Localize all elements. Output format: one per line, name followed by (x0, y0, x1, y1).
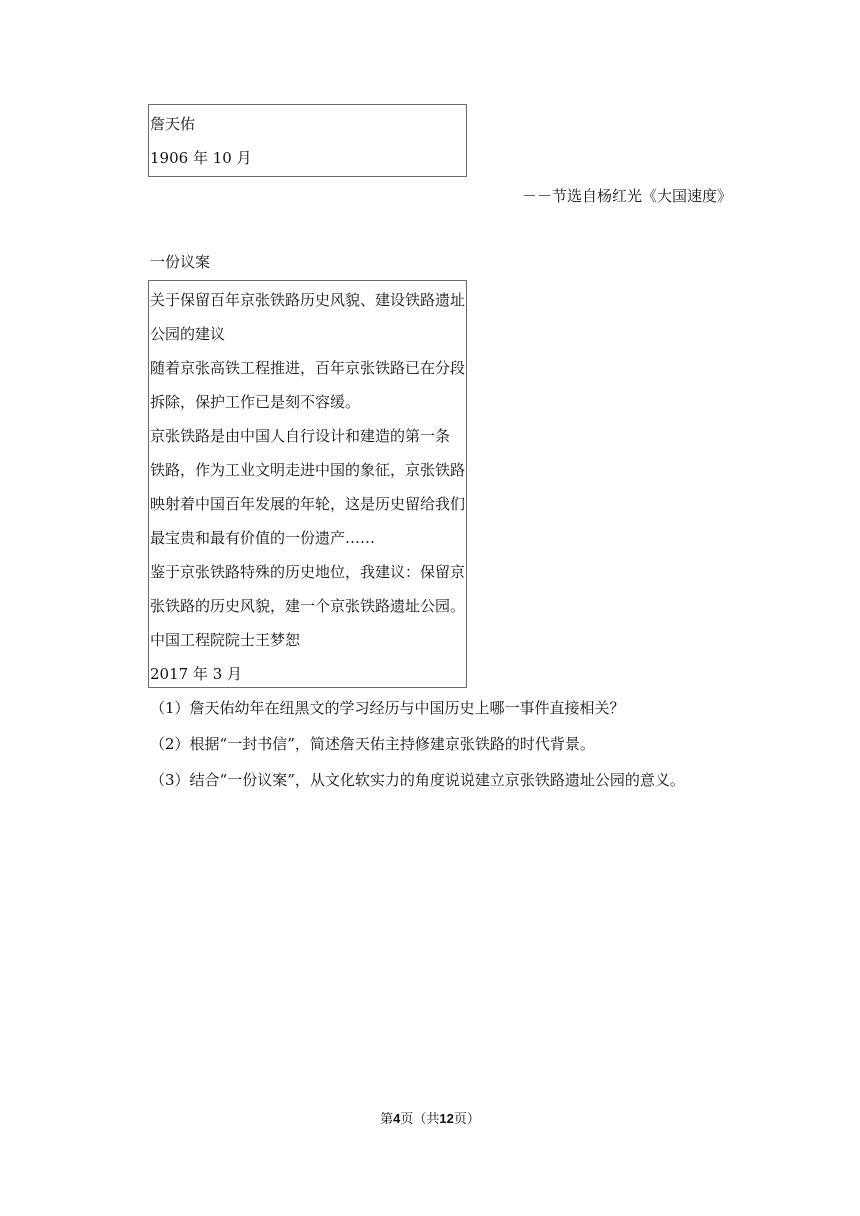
footer-suffix: 页） (453, 1112, 480, 1127)
footer-total-pages: 12 (439, 1111, 454, 1126)
proposal-line: 映射着中国百年发展的年轮，这是历史留给我们 (150, 495, 466, 513)
letter-signature: 詹天佑 (150, 115, 196, 133)
question-3: （3）结合“一份议案”，从文化软实力的角度说说建立京张铁路遗址公园的意义。 (150, 771, 685, 789)
proposal-signature: 中国工程院院士王梦恕 (150, 631, 301, 649)
footer-page-number: 4 (393, 1111, 401, 1126)
proposal-heading: 一份议案 (150, 253, 211, 271)
question-2: （2）根据“一封书信”，简述詹天佑主持修建京张铁路的时代背景。 (150, 735, 595, 753)
proposal-line: 铁路，作为工业文明走进中国的象征，京张铁路 (150, 461, 466, 479)
proposal-line: 最宝贵和最有价值的一份遗产…… (150, 529, 376, 547)
proposal-line: 公园的建议 (150, 325, 226, 343)
letter-date: 1906 年 10 月 (150, 149, 252, 167)
proposal-line: 随着京张高铁工程推进，百年京张铁路已在分段 (150, 359, 466, 377)
source-note: －－节选自杨红光《大国速度》 (522, 187, 733, 205)
footer-middle: 页（共 (400, 1112, 440, 1127)
proposal-date: 2017 年 3 月 (150, 665, 243, 683)
page-footer (0, 1110, 860, 1129)
question-1: （1）詹天佑幼年在纽黑文的学习经历与中国历史上哪一事件直接相关？ (150, 699, 625, 717)
proposal-line: 鉴于京张铁路特殊的历史地位，我建议：保留京 (150, 563, 466, 581)
proposal-line: 拆除，保护工作已是刻不容缓。 (150, 393, 361, 411)
proposal-line: 关于保留百年京张铁路历史风貌、建设铁路遗址 (150, 291, 466, 309)
footer-prefix: 第 (380, 1112, 394, 1127)
proposal-line: 京张铁路是由中国人自行设计和建造的第一条 (150, 427, 451, 445)
proposal-line: 张铁路的历史风貌，建一个京张铁路遗址公园。 (150, 597, 466, 615)
